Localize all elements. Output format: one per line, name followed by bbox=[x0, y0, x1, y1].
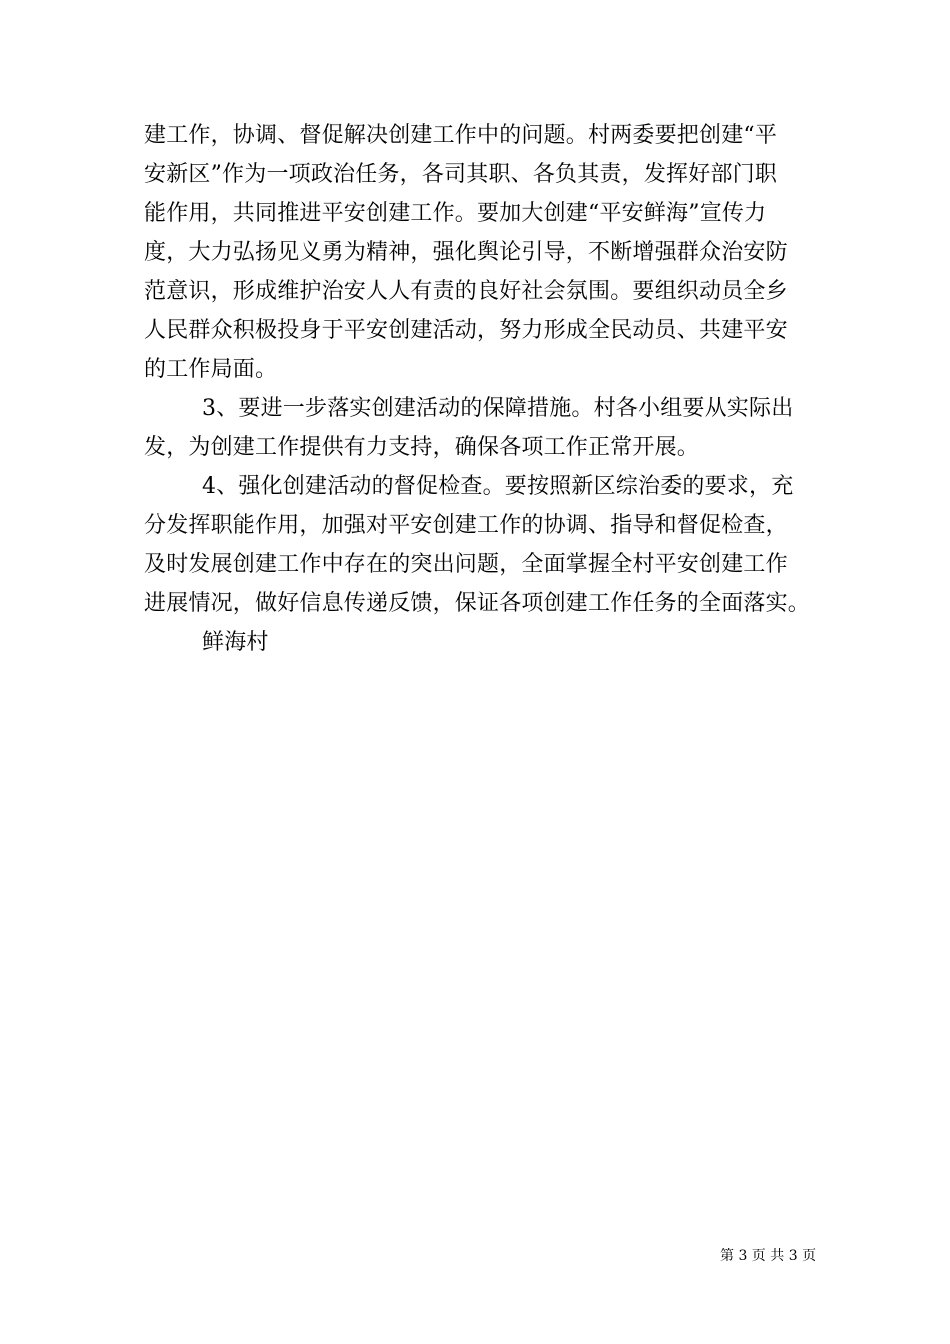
paragraph-line: 建工作，协调、督促解决创建工作中的问题。村两委要把创建“平 bbox=[144, 123, 778, 148]
paragraph-line: 的工作局面。 bbox=[144, 357, 278, 382]
paragraph-line: 分发挥职能作用，加强对平安创建工作的协调、指导和督促检查， bbox=[144, 513, 788, 538]
paragraph-line: 发，为创建工作提供有力支持，确保各项工作正常开展。 bbox=[144, 435, 700, 460]
signature-line: 鲜海村 bbox=[202, 630, 269, 655]
page-number-footer: 第 3 页 共 3 页 bbox=[720, 1248, 817, 1264]
paragraph-line: 及时发展创建工作中存在的突出问题，全面掌握全村平安创建工作 bbox=[144, 552, 788, 577]
paragraph-line: 3、要进一步落实创建活动的保障措施。村各小组要从实际出 bbox=[202, 396, 794, 421]
paragraph-line: 度，大力弘扬见义勇为精神，强化舆论引导，不断增强群众治安防 bbox=[144, 240, 788, 265]
paragraph-line: 能作用，共同推进平安创建工作。要加大创建“平安鲜海”宣传力 bbox=[144, 201, 767, 226]
paragraph-line: 范意识，形成维护治安人人有责的良好社会氛围。要组织动员全乡 bbox=[144, 279, 788, 304]
paragraph-line: 进展情况，做好信息传递反馈，保证各项创建工作任务的全面落实。 bbox=[144, 591, 811, 616]
paragraph-line: 安新区”作为一项政治任务，各司其职、各负其责，发挥好部门职 bbox=[144, 162, 778, 187]
document-body bbox=[144, 116, 814, 662]
paragraph-line: 人民群众积极投身于平安创建活动，努力形成全民动员、共建平安 bbox=[144, 318, 788, 343]
paragraph-line: 4、强化创建活动的督促检查。要按照新区综治委的要求，充 bbox=[202, 474, 794, 499]
